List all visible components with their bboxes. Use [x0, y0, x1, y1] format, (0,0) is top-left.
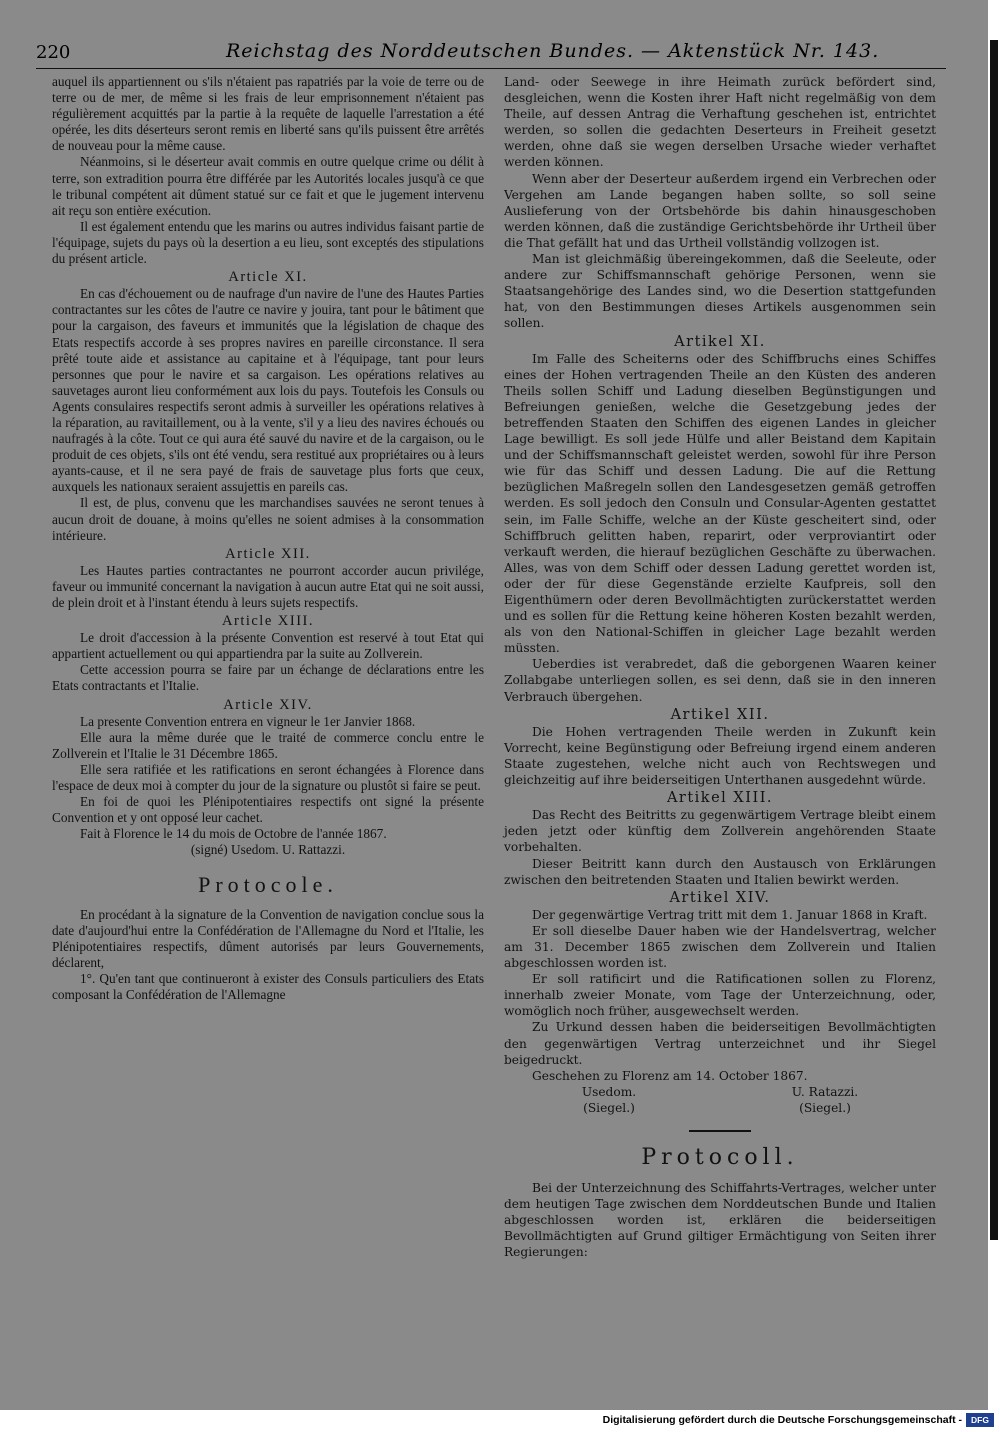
section-separator [689, 1130, 751, 1132]
article-heading: Artikel XIII. [666, 790, 774, 807]
article-heading: Article XIV. [223, 696, 313, 713]
signature-block [504, 1084, 936, 1116]
german-column [504, 74, 936, 1261]
seal-note: (Siegel.) [799, 1100, 851, 1115]
article-heading: Artikel XI. [674, 333, 766, 350]
paragraph: Das Recht des Beitritts zu gegenwärtigem Vertrage bleibt einem jeden jetzt oder künftig dem Zollverein angehörenden Staate vorbehalten. [504, 808, 936, 855]
page-number: 220 [36, 42, 71, 63]
article-heading: Artikel XIV. [669, 889, 771, 906]
paragraph: Elle aura la même durée que le traité de commerce conclu entre le Zollverein et l'Italie le 31 Décembre 1865. [52, 729, 484, 761]
dfg-logo: DFG [966, 1413, 994, 1427]
seal-note: (Siegel.) [583, 1100, 635, 1115]
paragraph: Man ist gleichmäßig übereingekommen, daß die Seeleute, oder andere zur Schiffsmannschaft gehörige Personen, wenn sie Staatsangehörige des Landes sind, wo die Desertion stattgefunden hat, von den Bestimmungen dieses Artikels ausgenommen sein sollen. [504, 252, 936, 331]
protocol-heading: Protocoll. [641, 1145, 799, 1170]
paragraph: Elle sera ratifiée et les ratifications en seront échangées à Florence dans l'espace de deux moi à compter du jour de la signature ou plustôt si faire se peut. [52, 761, 484, 794]
paragraph: Bei der Unterzeichnung des Schiffahrts-Vertrages, welcher unter dem heutigen Tage zwischen dem Norddeutschen Bunde und Italien abgeschlossen worden ist, erklären die beiderseitigen Bevollmächtigten auf Grund giltiger Ermächtigung von Seiten ihrer Regierungen: [504, 1181, 936, 1260]
paragraph: 1°. Qu'en tant que continueront à exister des Consuls particuliers des Etats composant la Confédération de l'Allemagne [52, 970, 484, 1003]
paragraph: Zu Urkund dessen haben die beiderseitigen Bevollmächtigten den gegenwärtigen Vertrag unterzeichnet und ihr Siegel beigedruckt. [504, 1020, 936, 1067]
signature-ratazzi [792, 1084, 858, 1116]
paragraph: Dieser Beitritt kann durch den Austausch von Erklärungen zwischen den beitretenden Staaten und Italien bewirkt werden. [504, 856, 936, 887]
paragraph: Ueberdies ist verabredet, daß die geborgenen Waaren keiner Zollabgabe unterliegen sollen, es sei denn, daß sie in den inneren Verbrauch übergehen. [504, 657, 936, 704]
paragraph: Les Hautes parties contractantes ne pourront accorder aucun privilége, faveur ou immunité concernant la navigation à aucun autre Etat qui ne soit aussi, de plein droit et à l'instant étendu à leurs sujets respectifs. [52, 562, 484, 610]
funding-footer [0, 1410, 1000, 1432]
paragraph: En procédant à la signature de la Convention de navigation conclue sous la date d'aujourd'hui entre la Confédération de l'Allemagne du Nord et l'Italie, les Plénipotentiaires respectifs, dûment autorisés par leurs Gouvernements, déclarent, [52, 906, 484, 970]
scan-edge [988, 0, 1000, 1410]
french-column [52, 74, 484, 1003]
article-heading: Article XII. [225, 545, 311, 562]
signature-name: U. Ratazzi. [791, 1084, 859, 1099]
article-heading: Article XI. [228, 269, 308, 286]
signing-place-date: Geschehen zu Florenz am 14. October 1867. [532, 1068, 808, 1083]
paragraph: Cette accession pourra se faire par un échange de déclarations entre les Etats contractants et l'Italie. [52, 662, 484, 694]
funding-text: Digitalisierung gefördert durch die Deutsche Forschungsgemeinschaft - [602, 1414, 962, 1426]
paragraph: Il est également entendu que les marins ou autres individus faisant partie de l'équipage, sujets du pays où la desertion a eu lieu, sont exceptés des stipulations du présent article. [52, 218, 484, 267]
paragraph: Er soll ratificirt und die Ratificationen sollen zu Florenz, innerhalb zweier Monate, vom Tage der Unterzeichnung, oder, womöglich noch früher, ausgewechselt werden. [504, 972, 936, 1019]
paragraph: En foi de quoi les Plénipotentiaires respectifs ont signé la présente Convention et y ont opposé leur cachet. [52, 794, 484, 826]
paragraph: Land- oder Seewege in ihre Heimath zurück befördert sind, desgleichen, wenn die Kosten ihrer Haft nicht regelmäßig von dem Theile, auf dessen Antrag die Verhaftung geschehen ist, entrichtet werden, so sollen die gedachten Deserteurs in Freiheit gesetzt werden, ohne daß sie wegen derselben Ursache wieder verhaftet werden können. [504, 75, 936, 170]
article-heading: Article XIII. [222, 613, 314, 630]
paragraph: Le droit d'accession à la présente Convention est reservé à tout Etat qui appartient actuellement ou qui appartiendra par la suite au Zollverein. [52, 630, 484, 662]
signature-usedom [582, 1084, 636, 1116]
paragraph: En cas d'échouement ou de naufrage d'un navire de l'une des Hautes Parties contractantes sur les côtes de l'autre ce navire y jouira, tant pour le bâtiment que pour la cargaison, des faveurs et immunités que la législation de chaque des Etats respectifs accorde à ses propres navires en pareille circonstance. Il sera prêté toute aide et assistance au capitaine et à l'équipage, tant pour leurs personnes que pour le navire et sa cargaison. Les opérations relatives au sauvetages auront lieu conformément aux lois du pays. Toutefois les Consuls ou Agents consulaires respectifs seront admis à surveiller les opérations relatives à la réparation, au ravitaillement, ou à la vente, s'il y a lieu des navires échoués ou naufragés à la côte. Tout ce qui aura été sauvé du navire et de la cargaison, ou le produit de ces objets, s'ils ont été vendu, sera restitué aux propriétaires ou à leurs ayants-cause, et il ne sera payé de frais de sauvetage plus forts que ceux, auxquels les nationaux seraient assujettis en pareils cas. [52, 286, 484, 495]
signature-name: Usedom. [581, 1084, 637, 1099]
paragraph: Im Falle des Scheiterns oder des Schiffbruchs eines Schiffes eines der Hohen vertragenden Theile an den Küsten des anderen Theils sollen Schiff und Ladung dieselben Begünstigungen und Befreiungen genießen, welche die Gesetzgebung jedes der betreffenden Staaten den Schiffen des eigenen Landes in gleicher Lage bewilligt. Es soll jede Hülfe und aller Beistand dem Kapitain und der Schiffsmannschaft geleistet werden, sowohl für ihre Person wie für das Schiff und dessen Ladung. Die auf die Rettung bezüglichen Maßregeln sollen den Landesgesetzen gemäß getroffen werden. Es soll jedoch den Consuln und Consular-Agenten gestattet sein, im Falle Schiffe, welche an der Küste gescheitert sind, oder Schiffbruch gelitten haben, reparirt, oder verproviantirt oder verkauft werden, die hierauf bezüglichen Geschäfte zu überwachen. Alles, was von dem Schiff oder dessen Ladung gerettet worden ist, oder der für diese Gegenstände erzielte Kaufpreis, soll den Eigenthümern oder deren Bevollmächtigten zurückerstattet werden und es sollen für die Rettung keine höheren Kosten bezahlt werden, als von den National-Schiffen in gleicher Lage bezahlt werden müssten. [504, 351, 936, 656]
paragraph: Der gegenwärtige Vertrag tritt mit dem 1. Januar 1868 in Kraft. [532, 907, 928, 922]
signing-place-date: Fait à Florence le 14 du mois de Octobre de l'année 1867. [80, 826, 387, 842]
paragraph: Wenn aber der Deserteur außerdem irgend ein Verbrechen oder Vergehen am Lande begangen haben sollte, so soll seine Auslieferung von der Ortsbehörde bis dahin hinausgeschoben werden können, daß die zuständige Gerichtsbehörde ihr Urtheil über die That gefällt hat und das Urtheil vollständig vollzogen ist. [504, 171, 936, 250]
protocol-heading: Protocole. [198, 871, 338, 897]
page-header [36, 40, 936, 70]
article-heading: Artikel XII. [670, 706, 770, 723]
paragraph: Néanmoins, si le déserteur avait commis en outre quelque crime ou délit à terre, son extradition pourra être différée par les Autorités locales jusqu'à ce que le tribunal compétent ait dûment statué sur ce fait et que le jugement intervenu ait reçu son entière exécution. [52, 154, 484, 218]
paragraph: Il est, de plus, convenu que les marchandises sauvées ne seront tenues à aucun droit de douane, à moins qu'elles ne soient admises à la consommation intérieure. [52, 495, 484, 543]
signatures: (signé) Usedom. U. Rattazzi. [190, 842, 346, 858]
paragraph: auquel ils appartiennent ou s'ils n'étaient pas rapatriés par la voie de terre ou de terre ou de mer, de même si les frais de leur emprisonnement n'étaient pas régulièrement acquittés par la partie à la requête de laquelle l'arrestation a été opérée, les dits déserteurs seront remis en liberté sans qu'ils puissent être arrêtés de nouveau pour la même cause. [52, 74, 484, 154]
scan-border-strip [990, 40, 998, 1240]
paragraph: Die Hohen vertragenden Theile werden in Zukunft kein Vorrecht, keine Begünstigung oder Befreiung irgend einem anderen Staate zugestehen, welche nicht auch von Rechtswegen und gleichzeitig auf ihre beiderseitigen Unterthanen ausgedehnt würde. [504, 724, 936, 788]
running-head: Reichstag des Norddeutschen Bundes. — Aktenstück Nr. 143. [226, 40, 880, 62]
paragraph: Er soll dieselbe Dauer haben wie der Handelsvertrag, welcher am 31. December 1865 zwischen dem Zollverein und Italien abgeschlossen worden ist. [504, 923, 936, 971]
header-rule [36, 68, 946, 69]
paragraph: La presente Convention entrera en vigneur le 1er Janvier 1868. [80, 713, 416, 729]
